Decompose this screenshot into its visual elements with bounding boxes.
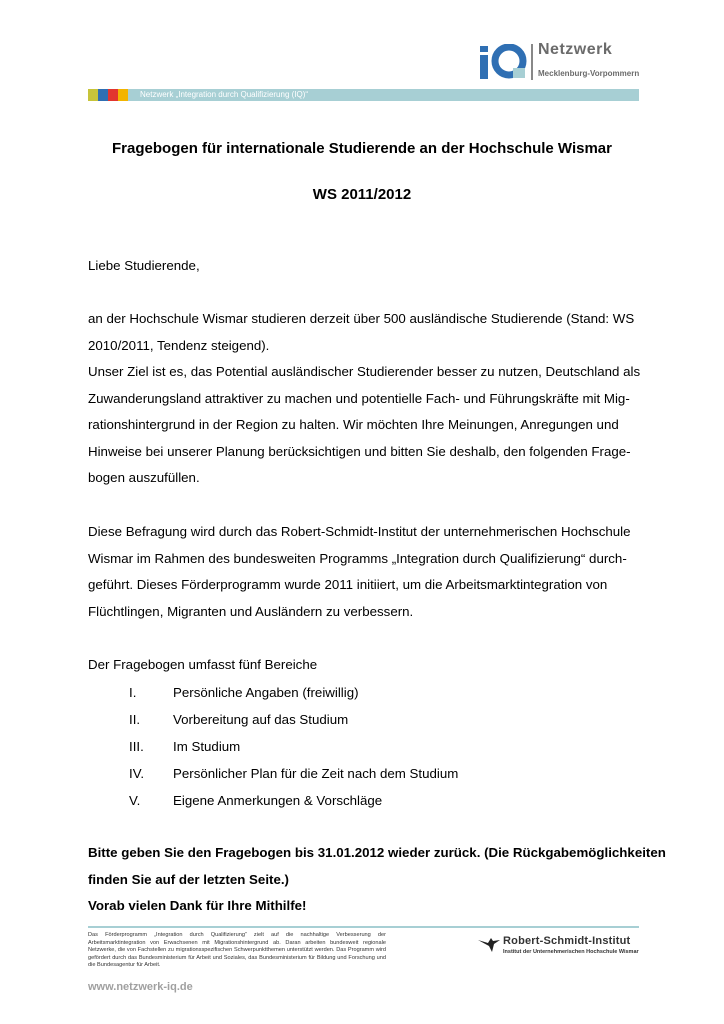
bird-logo-icon (478, 936, 500, 954)
list-item-label: Im Studium (173, 739, 241, 754)
list-item-number: I. (129, 685, 137, 700)
paragraph-line: Hinweise bei unserer Planung berücksichtigen und bitten Sie deshalb, den folgenden Frage- (88, 444, 631, 459)
paragraph-line: an der Hochschule Wismar studieren derzeit über 500 ausländische Studierende (Stand: WS (88, 311, 635, 326)
closing-line: Vorab vielen Dank für Ihre Mithilfe! (88, 898, 307, 913)
paragraph-line: geführt. Dieses Förderprogramm wurde 2011 initiiert, um die Arbeitsmarktintegration von (88, 577, 608, 592)
list-item (129, 738, 240, 756)
color-square (108, 89, 118, 101)
iq-logo-icon (480, 44, 528, 80)
header-band-text: Netzwerk „Integration durch Qualifizierung (IQ)“ (140, 90, 309, 99)
paragraph-line: 2010/2011, Tendenz steigend). (88, 338, 270, 353)
header-band (128, 89, 639, 101)
list-item (129, 711, 348, 729)
list-item-label: Vorbereitung auf das Studium (173, 712, 349, 727)
footer-divider (88, 926, 639, 928)
color-square (88, 89, 98, 101)
paragraph-line: Wismar im Rahmen des bundesweiten Programms „Integration durch Qualifizierung“ durch- (88, 551, 627, 566)
paragraph-line: bogen auszufüllen. (88, 470, 200, 485)
paragraph-line: rationshintergrund in der Region zu halten. Wir möchten Ihre Meinungen, Anregungen und (88, 417, 619, 432)
logo-region: Mecklenburg-Vorpommern (538, 69, 640, 78)
color-square (98, 89, 108, 101)
document-title: Fragebogen für internationale Studierende an der Hochschule Wismar (112, 140, 612, 157)
list-item (129, 684, 359, 702)
document-semester: WS 2011/2012 (312, 186, 412, 203)
closing-line: Bitte geben Sie den Fragebogen bis 31.01.2012 wieder zurück. (Die Rückgabemöglichkeiten (88, 845, 666, 860)
header-color-bar (88, 89, 639, 101)
color-square (118, 89, 128, 101)
footer-url[interactable]: www.netzwerk-iq.de (88, 981, 193, 993)
logo-netzwerk: Netzwerk (538, 41, 613, 58)
list-item-number: IV. (129, 766, 145, 781)
paragraph-line: Unser Ziel ist es, das Potential ausländischer Studierender besser zu nutzen, Deutschland als (88, 364, 641, 379)
institute-subtitle: Institut der Unternehmerischen Hochschule Wismar (503, 949, 639, 955)
paragraph-line: Diese Befragung wird durch das Robert-Schmidt-Institut der unternehmerischen Hochschule (88, 524, 631, 539)
list-item (129, 792, 382, 810)
list-item (129, 765, 458, 783)
institute-name: Robert-Schmidt-Institut (503, 935, 631, 947)
logo-divider (531, 44, 533, 80)
list-intro: Der Fragebogen umfasst fünf Bereiche (88, 657, 318, 672)
list-item-label: Eigene Anmerkungen & Vorschläge (173, 793, 383, 808)
salutation: Liebe Studierende, (88, 258, 200, 273)
list-item-label: Persönliche Angaben (freiwillig) (173, 685, 359, 700)
list-item-number: II. (129, 712, 141, 727)
footer-text: Das Förderprogramm „Integration durch Qualifizierung“ zielt auf die nachhaltige Verbesserung der Arbeitsmarktintegration von Erwachsenen mit Migrationshintergrund ab. Daran arbeiten bundesweit regionale Netzwerke, die von Fachstellen zu migrationsspezifischen Schwerpunktthemen unterstützt werden. Das Programm wird gefördert durch das Bundesministerium für Arbeit und Soziales, das Bundesministerium für Bildung und Forschung und die Bundesagentur für Arbeit. (88, 932, 386, 969)
list-item-number: III. (129, 739, 144, 754)
closing-line: finden Sie auf der letzten Seite.) (88, 872, 289, 887)
paragraph-line: Flüchtlingen, Migranten und Ausländern zu verbessern. (88, 604, 414, 619)
list-item-label: Persönlicher Plan für die Zeit nach dem Studium (173, 766, 459, 781)
list-item-number: V. (129, 793, 141, 808)
paragraph-line: Zuwanderungsland attraktiver zu machen und potentielle Fach- und Führungskräfte mit Mig- (88, 391, 630, 406)
